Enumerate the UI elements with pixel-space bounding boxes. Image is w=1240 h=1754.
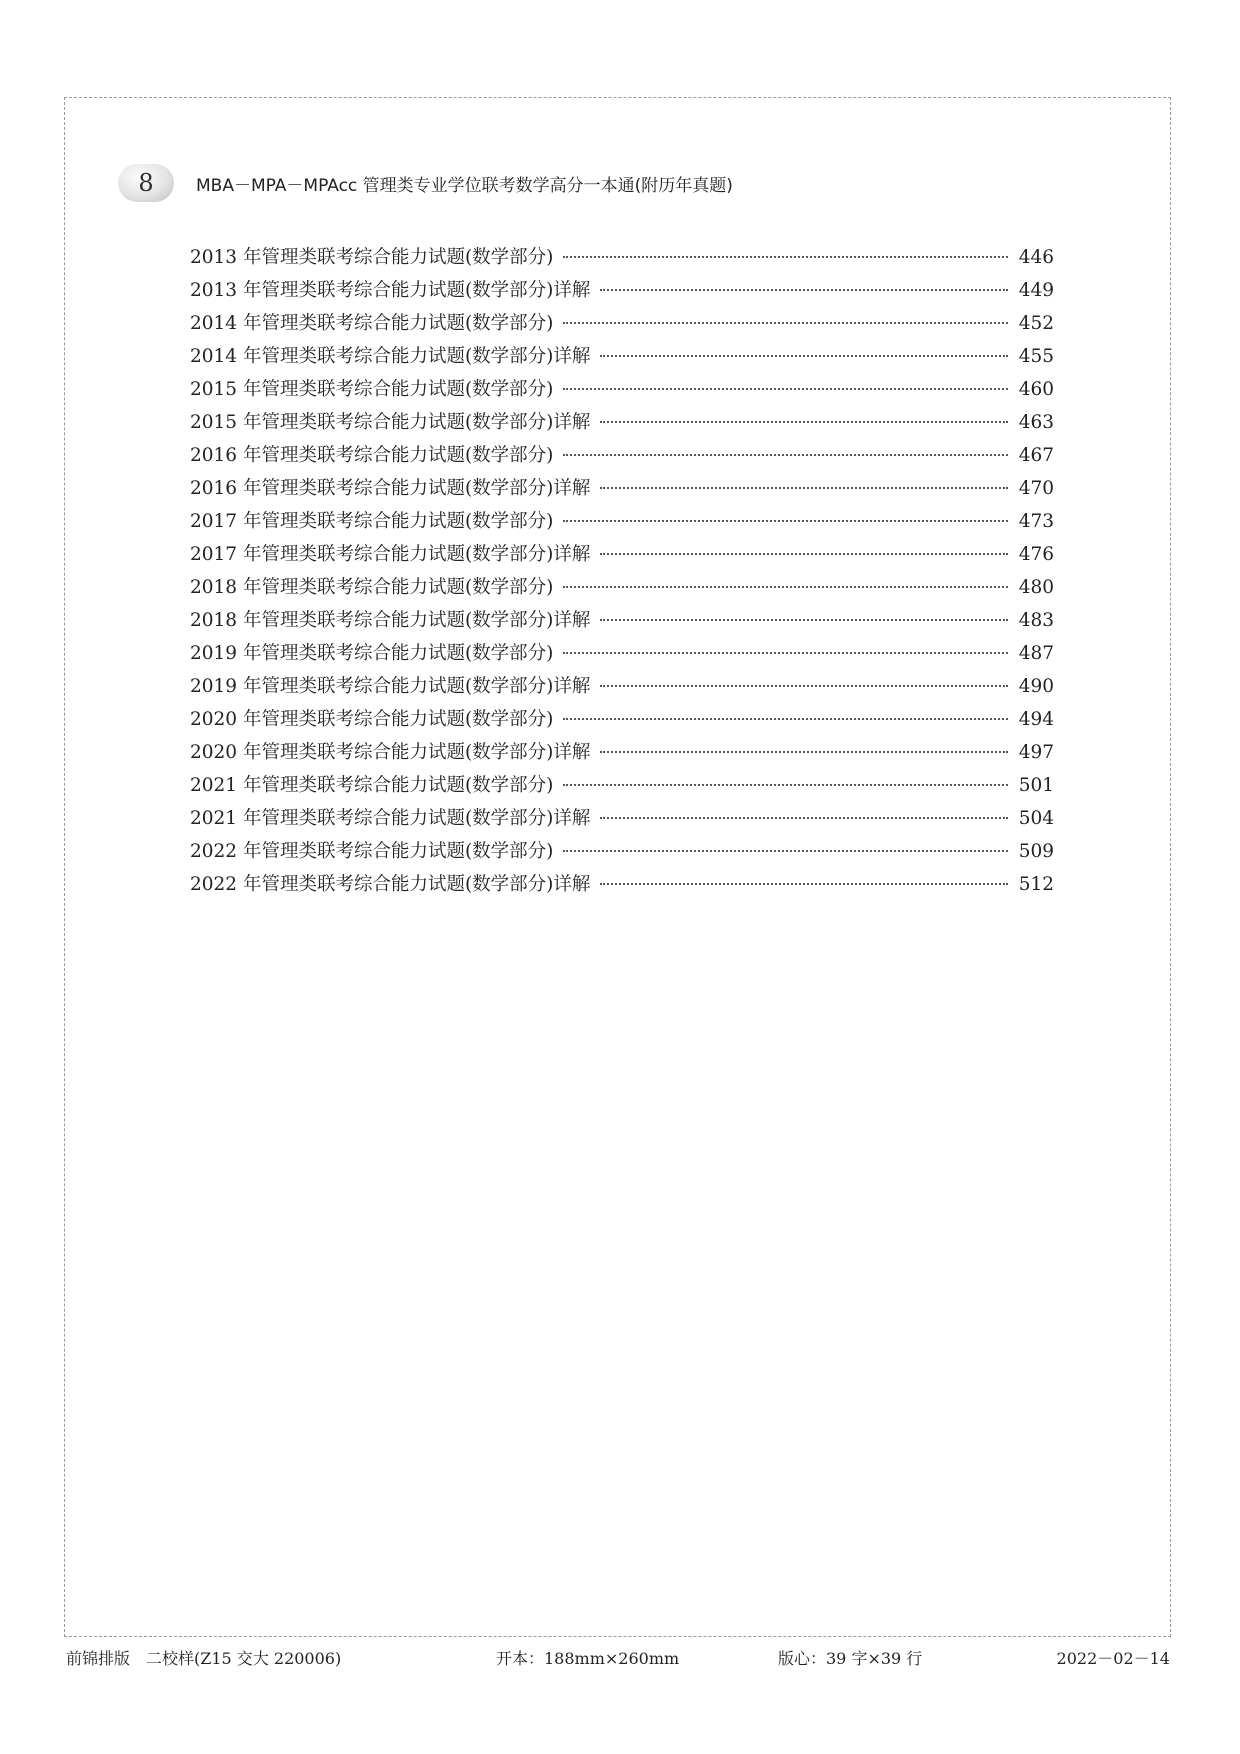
toc-entry-title: 2022 年管理类联考综合能力试题(数学部分): [190, 841, 554, 862]
toc-dot-leader: [600, 883, 1008, 885]
toc-entry[interactable]: [190, 408, 1054, 441]
toc-dot-leader: [563, 850, 1008, 852]
toc-dot-leader: [600, 553, 1008, 555]
toc-dot-leader: [600, 289, 1008, 291]
page-number: 8: [138, 169, 154, 197]
toc-dot-leader: [563, 520, 1008, 522]
toc-entry[interactable]: [190, 837, 1054, 870]
toc-entry-page: 473: [1018, 511, 1054, 532]
toc-dot-leader: [563, 652, 1008, 654]
toc-entry[interactable]: [190, 639, 1054, 672]
toc-entry-title: 2015 年管理类联考综合能力试题(数学部分)详解: [190, 412, 591, 433]
footer-layout: 版心：39 字×39 行: [778, 1649, 923, 1668]
toc-entry-page: 470: [1018, 478, 1054, 499]
footer-typesetter: 前锦排版 二校样(Z15 交大 220006): [66, 1649, 342, 1668]
toc-dot-leader: [563, 784, 1008, 786]
toc-dot-leader: [600, 817, 1008, 819]
toc-entry-page: 497: [1018, 742, 1054, 763]
toc-entry-title: 2014 年管理类联考综合能力试题(数学部分): [190, 313, 554, 334]
toc-entry-title: 2015 年管理类联考综合能力试题(数学部分): [190, 379, 554, 400]
toc-entry-page: 487: [1018, 643, 1054, 664]
toc-dot-leader: [600, 421, 1008, 423]
footer-format: 开本：188mm×260mm: [496, 1649, 680, 1668]
toc-dot-leader: [563, 256, 1008, 258]
toc-entry-title: 2017 年管理类联考综合能力试题(数学部分)详解: [190, 544, 591, 565]
toc-entry[interactable]: [190, 342, 1054, 375]
page-number-badge: [118, 164, 174, 202]
running-header: MBA－MPA－MPAcc 管理类专业学位联考数学高分一本通(附历年真题): [196, 176, 733, 196]
toc-entry-page: 480: [1018, 577, 1054, 598]
toc-dot-leader: [563, 322, 1008, 324]
toc-dot-leader: [563, 388, 1008, 390]
toc-entry-title: 2016 年管理类联考综合能力试题(数学部分): [190, 445, 554, 466]
toc-dot-leader: [563, 718, 1008, 720]
toc-entry[interactable]: [190, 507, 1054, 540]
toc-entry-title: 2018 年管理类联考综合能力试题(数学部分)详解: [190, 610, 591, 631]
toc-entry-page: 449: [1018, 280, 1054, 301]
toc-entry-title: 2020 年管理类联考综合能力试题(数学部分)详解: [190, 742, 591, 763]
toc-entry-page: 476: [1018, 544, 1054, 565]
toc-entry-page: 501: [1018, 775, 1054, 796]
toc-entry-title: 2019 年管理类联考综合能力试题(数学部分): [190, 643, 554, 664]
toc-entry[interactable]: [190, 738, 1054, 771]
toc-entry-title: 2017 年管理类联考综合能力试题(数学部分): [190, 511, 554, 532]
toc-entry-title: 2022 年管理类联考综合能力试题(数学部分)详解: [190, 874, 591, 895]
toc-entry[interactable]: [190, 540, 1054, 573]
toc-entry-page: 452: [1018, 313, 1054, 334]
toc-dot-leader: [600, 487, 1008, 489]
toc-entry[interactable]: [190, 243, 1054, 276]
toc-entry-title: 2019 年管理类联考综合能力试题(数学部分)详解: [190, 676, 591, 697]
toc-entry-title: 2018 年管理类联考综合能力试题(数学部分): [190, 577, 554, 598]
footer-date: 2022－02－14: [1056, 1649, 1170, 1668]
toc-entry-title: 2021 年管理类联考综合能力试题(数学部分): [190, 775, 554, 796]
toc-entry[interactable]: [190, 375, 1054, 408]
toc-entry[interactable]: [190, 672, 1054, 705]
toc-entry-page: 490: [1018, 676, 1054, 697]
table-of-contents: [190, 243, 1054, 903]
toc-entry-title: 2016 年管理类联考综合能力试题(数学部分)详解: [190, 478, 591, 499]
toc-entry-page: 467: [1018, 445, 1054, 466]
toc-entry-page: 463: [1018, 412, 1054, 433]
toc-entry-title: 2014 年管理类联考综合能力试题(数学部分)详解: [190, 346, 591, 367]
toc-entry[interactable]: [190, 606, 1054, 639]
toc-entry-page: 446: [1018, 247, 1054, 268]
toc-entry-title: 2020 年管理类联考综合能力试题(数学部分): [190, 709, 554, 730]
toc-entry-title: 2013 年管理类联考综合能力试题(数学部分): [190, 247, 554, 268]
toc-entry-page: 460: [1018, 379, 1054, 400]
toc-entry-page: 512: [1018, 874, 1054, 895]
toc-entry[interactable]: [190, 771, 1054, 804]
toc-entry-title: 2021 年管理类联考综合能力试题(数学部分)详解: [190, 808, 591, 829]
toc-entry-page: 509: [1018, 841, 1054, 862]
toc-entry-page: 504: [1018, 808, 1054, 829]
toc-entry-title: 2013 年管理类联考综合能力试题(数学部分)详解: [190, 280, 591, 301]
toc-entry-page: 455: [1018, 346, 1054, 367]
toc-entry[interactable]: [190, 441, 1054, 474]
toc-entry[interactable]: [190, 276, 1054, 309]
toc-dot-leader: [600, 355, 1008, 357]
toc-entry-page: 483: [1018, 610, 1054, 631]
toc-entry[interactable]: [190, 804, 1054, 837]
toc-dot-leader: [563, 586, 1008, 588]
toc-dot-leader: [600, 619, 1008, 621]
toc-dot-leader: [600, 751, 1008, 753]
toc-entry[interactable]: [190, 573, 1054, 606]
toc-entry[interactable]: [190, 870, 1054, 903]
toc-entry[interactable]: [190, 705, 1054, 738]
toc-entry-page: 494: [1018, 709, 1054, 730]
toc-entry[interactable]: [190, 474, 1054, 507]
toc-entry[interactable]: [190, 309, 1054, 342]
toc-dot-leader: [600, 685, 1008, 687]
toc-dot-leader: [563, 454, 1008, 456]
